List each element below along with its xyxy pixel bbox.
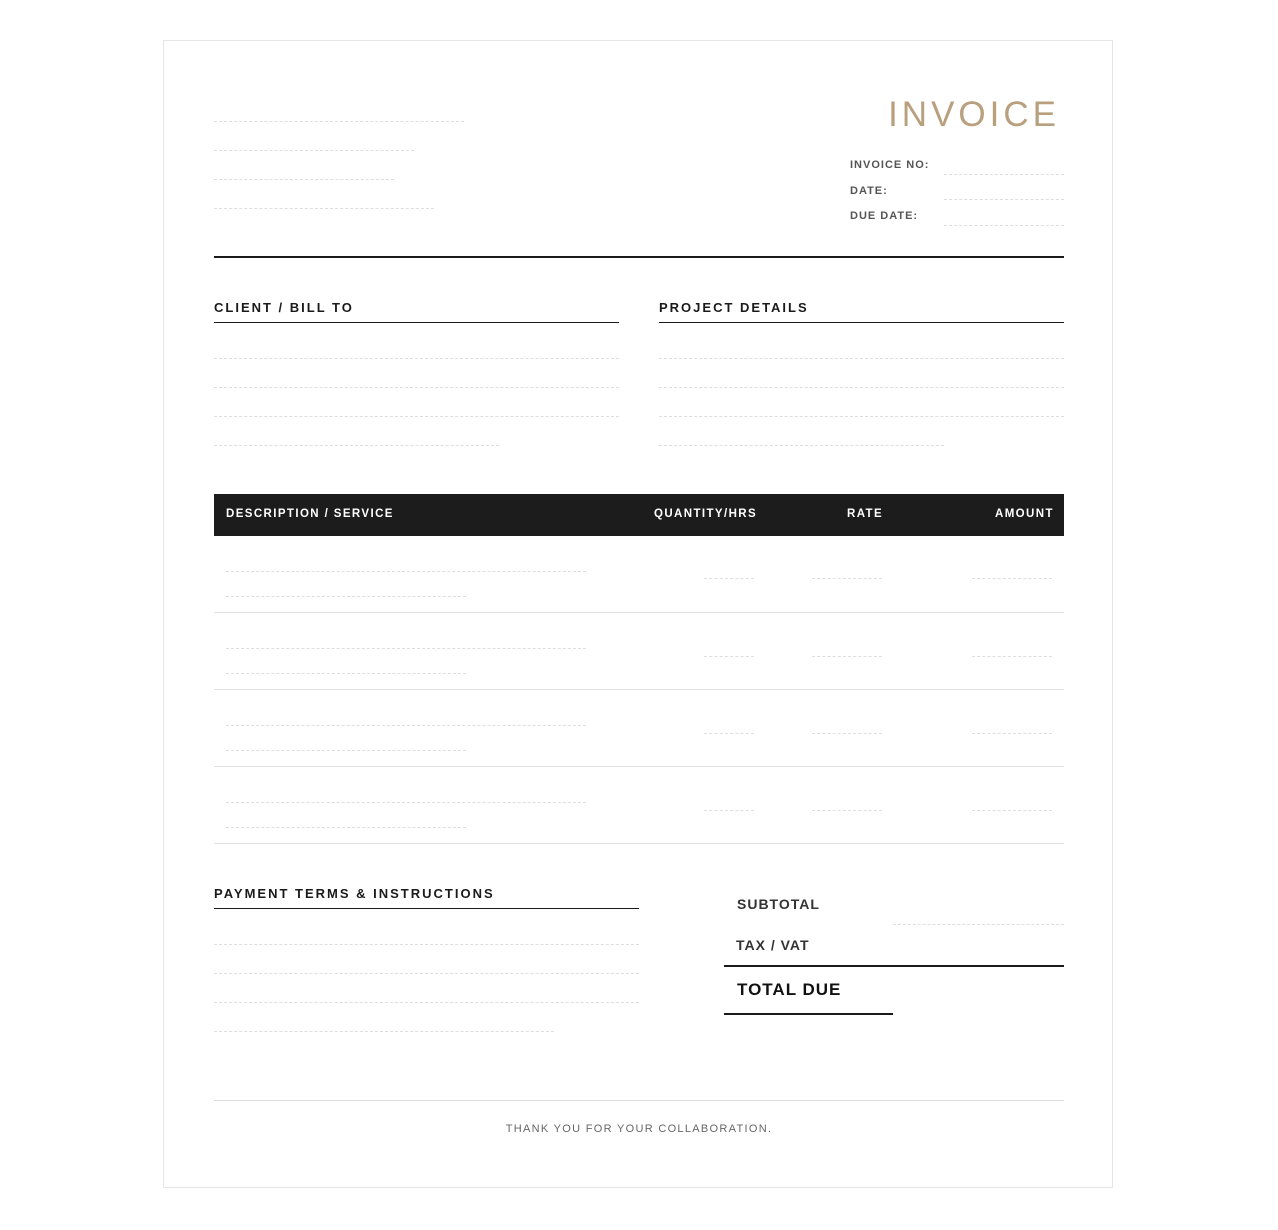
payment-line-1[interactable] [214, 944, 639, 945]
row-1-divider [214, 612, 1064, 613]
project-line-1[interactable] [659, 358, 1064, 359]
project-line-3[interactable] [659, 416, 1064, 417]
subtotal-field[interactable] [893, 924, 1064, 925]
row-4-description-line-1[interactable] [226, 802, 586, 803]
client-line-3[interactable] [214, 416, 619, 417]
subtotal-label: SUBTOTAL [737, 896, 820, 912]
project-section-title: PROJECT DETAILS [659, 300, 809, 315]
client-title-rule [214, 322, 619, 323]
row-1-description-line-2[interactable] [226, 596, 466, 597]
row-4-divider [214, 843, 1064, 844]
payment-line-3[interactable] [214, 1002, 639, 1003]
invoice-title: INVOICE [888, 95, 1060, 134]
row-3-divider [214, 766, 1064, 767]
row-3-rate-field[interactable] [812, 733, 882, 734]
date-label: DATE: [850, 185, 888, 197]
row-2-description-line-1[interactable] [226, 648, 586, 649]
row-2-description-line-2[interactable] [226, 673, 466, 674]
invoice-no-field[interactable] [944, 174, 1064, 175]
project-line-2[interactable] [659, 387, 1064, 388]
row-3-description-line-2[interactable] [226, 750, 466, 751]
client-section-title: CLIENT / BILL TO [214, 300, 354, 315]
sender-line-4[interactable] [214, 208, 434, 209]
row-4-rate-field[interactable] [812, 810, 882, 811]
payment-title-rule [214, 908, 639, 909]
project-title-rule [659, 322, 1064, 323]
payment-line-2[interactable] [214, 973, 639, 974]
row-3-quantity-field[interactable] [704, 733, 754, 734]
row-1-rate-field[interactable] [812, 578, 882, 579]
column-description: DESCRIPTION / SERVICE [226, 508, 394, 520]
date-field[interactable] [944, 199, 1064, 200]
footer-divider [214, 1100, 1064, 1101]
line-items-table-header [214, 494, 1064, 536]
row-1-amount-field[interactable] [972, 578, 1052, 579]
sender-line-3[interactable] [214, 179, 394, 180]
header-divider [214, 256, 1064, 258]
totals-divider [724, 965, 1064, 967]
due-date-label: DUE DATE: [850, 210, 919, 222]
column-rate: RATE [847, 508, 884, 520]
footer-message: THANK YOU FOR YOUR COLLABORATION. [505, 1123, 773, 1135]
row-2-quantity-field[interactable] [704, 656, 754, 657]
sender-line-2[interactable] [214, 150, 414, 151]
client-line-4[interactable] [214, 445, 499, 446]
client-line-2[interactable] [214, 387, 619, 388]
tax-label: TAX / VAT [736, 937, 810, 953]
row-3-amount-field[interactable] [972, 733, 1052, 734]
invoice-no-label: INVOICE NO: [850, 159, 930, 171]
column-amount: AMOUNT [995, 508, 1054, 520]
row-2-divider [214, 689, 1064, 690]
row-4-amount-field[interactable] [972, 810, 1052, 811]
sender-line-1[interactable] [214, 121, 464, 122]
due-date-field[interactable] [944, 225, 1064, 226]
row-3-description-line-1[interactable] [226, 725, 586, 726]
total-due-underline [724, 1013, 893, 1015]
invoice-page [163, 40, 1113, 1188]
project-line-4[interactable] [659, 445, 944, 446]
total-due-label: TOTAL DUE [737, 980, 842, 999]
payment-line-4[interactable] [214, 1031, 554, 1032]
row-1-description-line-1[interactable] [226, 571, 586, 572]
payment-section-title: PAYMENT TERMS & INSTRUCTIONS [214, 886, 495, 901]
row-2-amount-field[interactable] [972, 656, 1052, 657]
row-2-rate-field[interactable] [812, 656, 882, 657]
row-4-quantity-field[interactable] [704, 810, 754, 811]
row-4-description-line-2[interactable] [226, 827, 466, 828]
row-1-quantity-field[interactable] [704, 578, 754, 579]
column-quantity: QUANTITY/HRS [654, 508, 758, 520]
client-line-1[interactable] [214, 358, 619, 359]
